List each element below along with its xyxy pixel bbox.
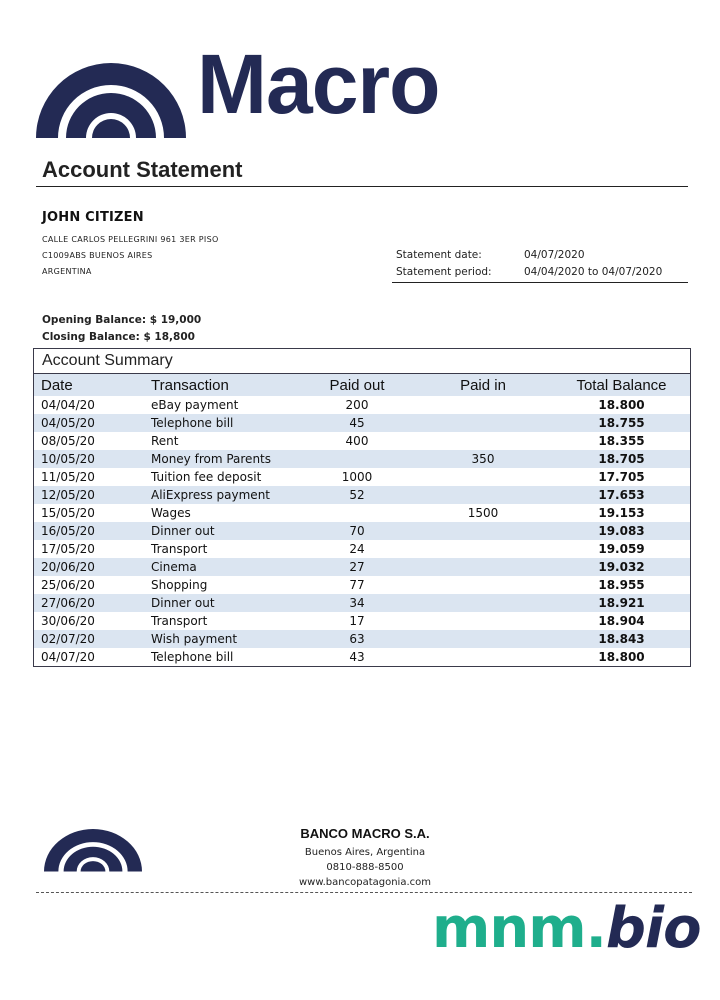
cell-paid-in [413,468,553,486]
cell-total-balance: 18.904 [598,614,645,628]
watermark-logo [432,896,701,961]
cell-total-balance: 18.800 [598,650,645,664]
cell-date: 04/07/20 [41,650,95,664]
cell-transaction: Money from Parents [151,450,301,468]
cell-transaction: Wish payment [151,630,301,648]
table-row [34,558,690,576]
footer-bank-name: BANCO MACRO S.A. [300,826,430,841]
cell-date: 20/06/20 [34,558,151,576]
cell-total-balance: 17.653 [553,486,690,504]
table-row [34,504,690,522]
cell-paid-in [413,648,553,666]
cell-paid-in [413,576,553,594]
header-divider [392,282,688,283]
cell-total-balance: 18.755 [553,414,690,432]
table-row [34,576,690,594]
cell-paid-in [413,612,553,630]
cell-date: 25/06/20 [41,578,95,592]
cell-paid-in [413,486,553,504]
cell-date: 10/05/20 [34,450,151,468]
cell-paid-out: 34 [301,594,413,612]
footer-phone: 0810-888-8500 [326,862,404,873]
cell-transaction: Rent [151,434,179,448]
cell-date: 15/05/20 [41,506,95,520]
cell-paid-out: 24 [349,542,365,556]
cell-paid-out: 17 [349,614,365,628]
cell-paid-in [413,594,553,612]
cell-total-balance: 18.843 [553,630,690,648]
table-row [34,432,690,450]
column-header-paid-out: Paid out [301,374,413,396]
cell-paid-in [413,540,553,558]
cell-date: 27/06/20 [34,594,151,612]
closing-balance [42,331,195,343]
opening-balance-label: Opening Balance: [42,314,147,326]
cell-paid-in: 1500 [467,506,499,520]
table-row [34,450,690,468]
cell-transaction: Transport [151,614,208,628]
cell-total-balance: 18.921 [553,594,690,612]
cell-total-balance: 19.083 [553,522,690,540]
cell-paid-out: 400 [345,434,369,448]
table-row [34,414,690,432]
cell-total-balance: 18.705 [553,450,690,468]
cell-date: 04/05/20 [34,414,151,432]
address-line: ARGENTINA [42,267,92,276]
cell-paid-out [301,450,413,468]
cell-transaction: Telephone bill [151,650,234,664]
cell-paid-in [413,630,553,648]
cell-transaction: Dinner out [151,594,301,612]
cell-paid-out: 70 [301,522,413,540]
column-header-transaction: Transaction [151,374,301,396]
footer-website: www.bancopatagonia.com [299,877,431,888]
cell-transaction: Dinner out [151,522,301,540]
cell-paid-out: 1000 [341,470,373,484]
cell-transaction: Telephone bill [151,414,301,432]
table-row [34,594,690,612]
cell-total-balance: 17.705 [598,470,645,484]
cell-transaction: Transport [151,542,208,556]
table-row [34,540,690,558]
cell-transaction: Wages [151,506,191,520]
cell-date: 16/05/20 [34,522,151,540]
column-header-total-balance: Total Balance [553,374,690,396]
footer-city: Buenos Aires, Argentina [304,847,426,858]
closing-balance-label: Closing Balance: [42,331,140,343]
cell-paid-in: 350 [413,450,553,468]
opening-balance [42,314,201,326]
cell-paid-out: 52 [301,486,413,504]
brand-wordmark: Macro [197,37,440,131]
transactions-table [34,374,690,666]
cell-paid-out: 63 [301,630,413,648]
cell-paid-in [413,522,553,540]
address-line: C1009ABS BUENOS AIRES [42,251,153,260]
cell-total-balance: 18.955 [598,578,645,592]
statement-period-value: 04/04/2020 to 04/07/2020 [524,266,663,278]
statement-period-label: Statement period: [396,266,492,278]
cell-transaction: Cinema [151,558,301,576]
cell-paid-out: 27 [301,558,413,576]
table-row [34,468,690,486]
cell-paid-out: 200 [345,398,369,412]
cell-paid-out [301,504,413,522]
cell-date: 04/04/20 [41,398,95,412]
customer-name: JOHN CITIZEN [42,210,144,225]
statement-date-value: 04/07/2020 [524,249,585,261]
account-summary [33,348,691,667]
title-divider [36,186,688,187]
opening-balance-value: $ 19,000 [149,314,202,326]
cell-total-balance: 18.800 [598,398,645,412]
watermark-part-1: mnm. [432,896,606,961]
cell-transaction: eBay payment [151,398,239,412]
account-summary-title: Account Summary [34,349,690,374]
column-header-date: Date [34,374,151,396]
closing-balance-value: $ 18,800 [143,331,195,343]
cell-transaction: Tuition fee deposit [151,470,262,484]
macro-logo-icon [36,42,186,138]
table-row [34,630,690,648]
cell-paid-out: 45 [301,414,413,432]
cell-date: 12/05/20 [34,486,151,504]
cell-paid-out: 77 [349,578,365,592]
cell-total-balance: 19.032 [553,558,690,576]
macro-footer-logo-icon [44,824,142,872]
table-row [34,522,690,540]
table-header-row [34,374,690,396]
table-row [34,648,690,666]
cell-paid-in [413,396,553,414]
cell-date: 02/07/20 [34,630,151,648]
column-header-paid-in: Paid in [413,374,553,396]
cell-paid-out: 43 [349,650,365,664]
statement-date-label: Statement date: [396,249,482,261]
cell-paid-in [413,432,553,450]
cell-date: 11/05/20 [41,470,95,484]
address-line: CALLE CARLOS PELLEGRINI 961 3ER PISO [42,235,219,244]
page-title: Account Statement [42,157,243,182]
table-row [34,612,690,630]
cell-total-balance: 18.355 [598,434,645,448]
table-row [34,486,690,504]
cell-transaction: Shopping [151,578,208,592]
cell-paid-in [413,558,553,576]
cell-total-balance: 19.153 [598,506,645,520]
cell-date: 30/06/20 [41,614,95,628]
table-row [34,396,690,414]
cell-transaction: AliExpress payment [151,486,301,504]
cell-paid-in [413,414,553,432]
cell-date: 17/05/20 [41,542,95,556]
footer-divider [36,892,692,893]
cell-total-balance: 19.059 [598,542,645,556]
cell-date: 08/05/20 [41,434,95,448]
watermark-part-2: bio [605,896,701,961]
